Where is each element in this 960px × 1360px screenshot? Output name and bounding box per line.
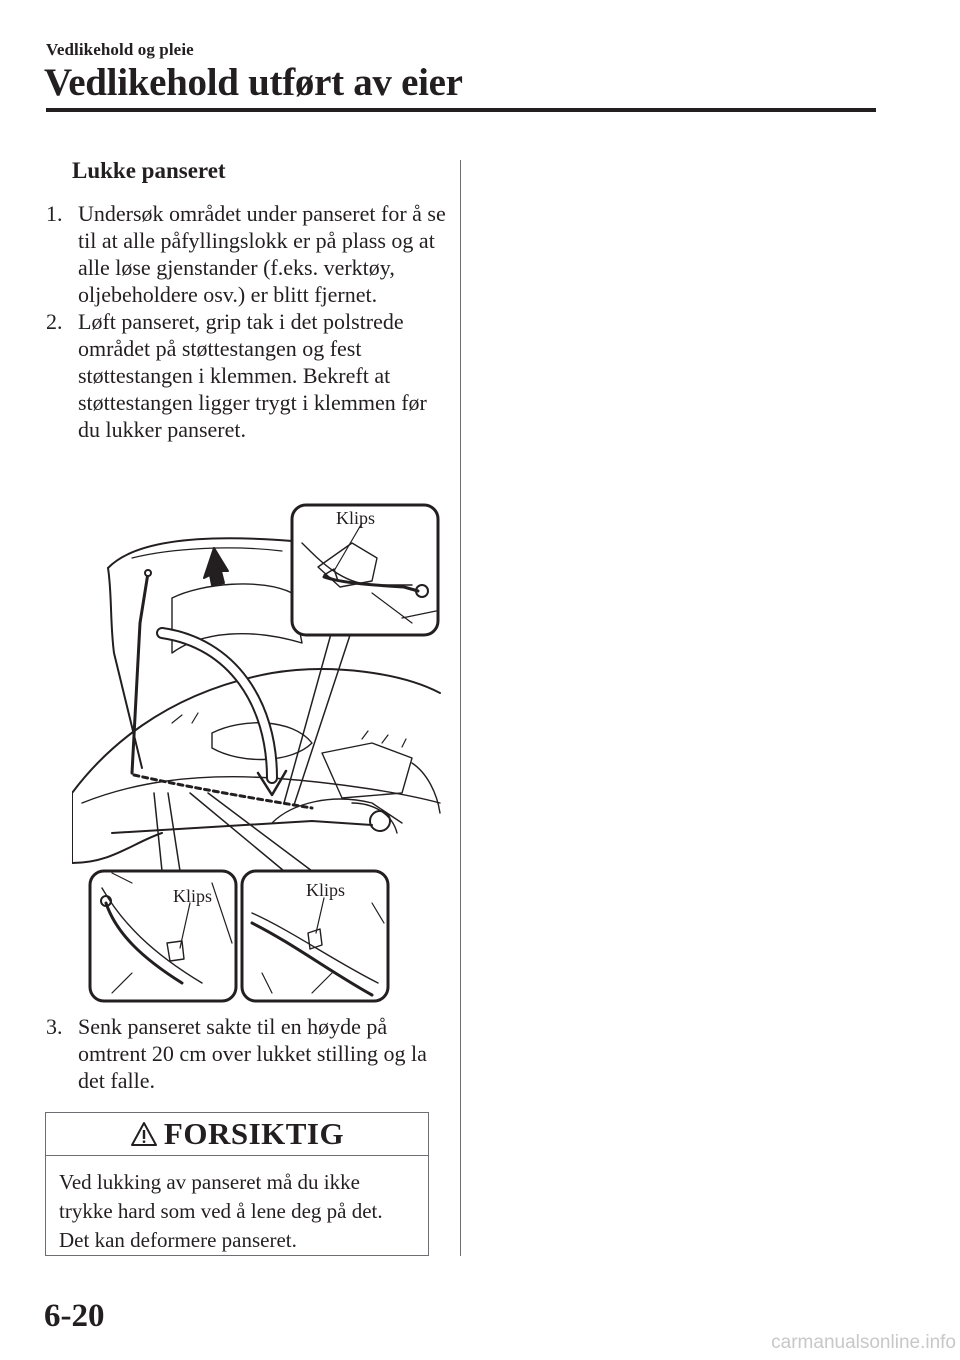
caution-box [45, 1112, 429, 1256]
hood-illustration-svg [72, 503, 444, 1005]
caution-text: Ved lukking av panseret må du ikke trykke hard som ved å lene deg på det. Det kan deformere panseret. [59, 1170, 383, 1252]
klips-label-top: Klips [336, 508, 376, 528]
hood-support-rod-illustration [72, 503, 444, 1005]
step-number: 1. [46, 201, 63, 226]
caution-header [46, 1113, 428, 1156]
warning-triangle-icon [130, 1121, 158, 1147]
step-number: 2. [46, 309, 63, 334]
klips-label-bottom-right: Klips [306, 880, 346, 900]
page-number: 6-20 [44, 1298, 105, 1334]
step-2 [46, 308, 446, 443]
section-heading: Lukke panseret [72, 158, 226, 183]
page-title: Vedlikehold utført av eier [44, 61, 463, 104]
step-text: Senk panseret sakte til en høyde på omtrent 20 cm over lukket stilling og la det falle. [78, 1014, 427, 1093]
watermark: carmanualsonline.info [771, 1332, 956, 1353]
step-text: Undersøk området under panseret for å se til at alle påfyllingslokk er på plass og at alle løse gjenstander (f.eks. verktøy, oljebeholdere osv.) er blitt fjernet. [78, 201, 446, 307]
step-number: 3. [46, 1014, 63, 1039]
step-text: Løft panseret, grip tak i det polstrede området på støttestangen og fest støttestangen i klemmen. Bekreft at støttestangen ligger trygt i klemmen før du lukker panseret. [78, 309, 427, 442]
step-3 [46, 1013, 446, 1094]
step-1 [46, 200, 446, 308]
steps-list [46, 200, 446, 443]
title-rule [46, 108, 876, 112]
breadcrumb: Vedlikehold og pleie [46, 40, 194, 59]
column-divider [460, 160, 461, 1256]
caution-title: FORSIKTIG [163, 1116, 345, 1151]
klips-label-bottom-left: Klips [173, 886, 213, 906]
